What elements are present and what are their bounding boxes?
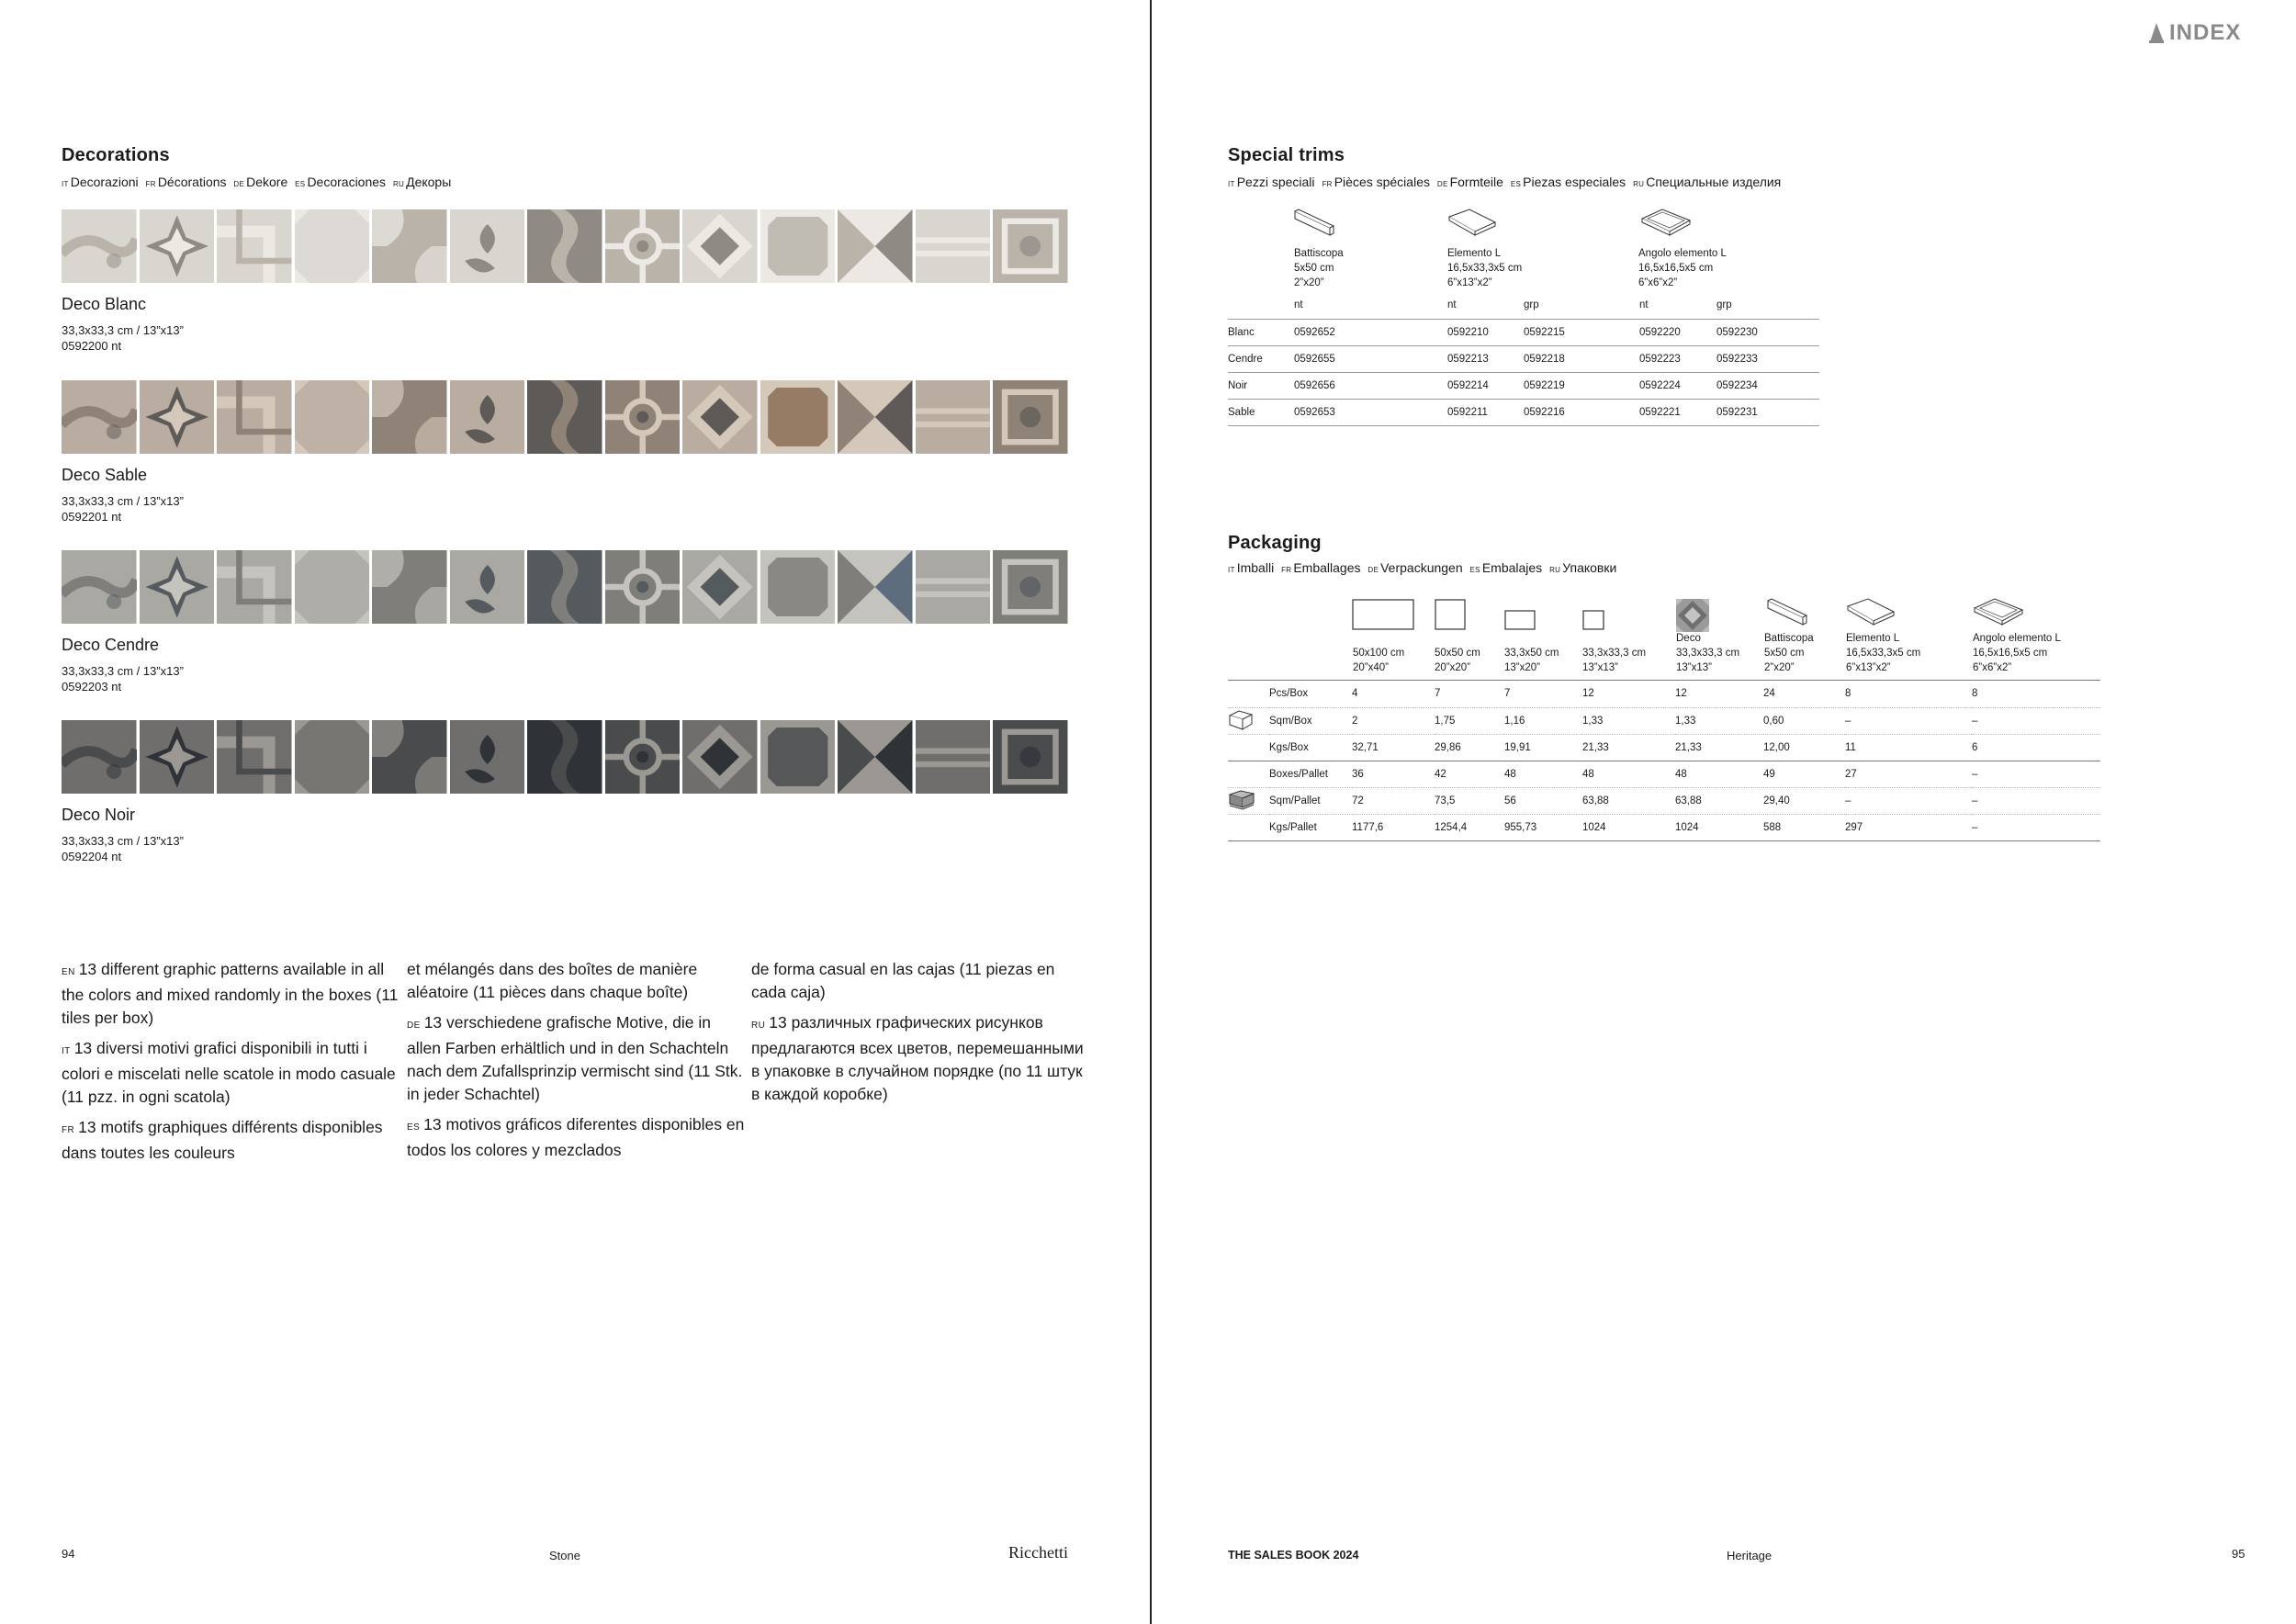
pack-col-50x50: 50x50 cm 20”x20”: [1435, 648, 1480, 673]
deco-tile: [140, 209, 215, 283]
deco-tile: [760, 720, 836, 794]
deco-tile: [450, 550, 525, 624]
deco-tile: [140, 550, 215, 624]
description-fr-cont: et mélangés dans des boîtes de manière aléatoire (11 pièces dans chaque boîte): [407, 960, 698, 1001]
deco-tile: [527, 550, 602, 624]
deco-sable-tiles: [62, 380, 1068, 454]
deco-tile: [527, 209, 602, 283]
pack-col-angolo: Angolo elemento L 16,5x16,5x5 cm 6”x6”x2”: [1973, 633, 2061, 673]
footer-section-right: Heritage: [1727, 1549, 1773, 1562]
deco-tile: [682, 380, 758, 454]
footer-section-left: Stone: [549, 1549, 580, 1562]
deco-tile: [140, 720, 215, 794]
deco-tile: [450, 380, 525, 454]
deco-tile: [605, 550, 681, 624]
pallet-icon: [1228, 788, 1255, 810]
angolo-elemento-l-icon: [1640, 208, 1692, 241]
trim-product-angolo: Angolo elemento L 16,5x16,5x5 cm 6”x6”x2”: [1638, 248, 1727, 288]
deco-tile: [916, 209, 991, 283]
right-page: [1152, 0, 2296, 1624]
deco-tile: [527, 380, 602, 454]
table-row: Cendre 0592655 0592213 0592218 0592223 0592233: [1228, 345, 1819, 372]
deco-cendre-meta: 33,3x33,3 cm / 13”x13” 0592203 nt: [62, 664, 184, 694]
deco-tile: [217, 380, 292, 454]
description-de: DE 13 verschiedene grafische Motive, die in allen Farben erhältlich und in den Schachteln nach dem Zufallsprinzip vermischt sind (11 Stk. in jeder Schachtel): [407, 1013, 743, 1103]
trim-product-elemento-l: Elemento L 16,5x33,3x5 cm 6”x13”x2”: [1447, 248, 1523, 288]
table-row: Kgs/Pallet 1177,6 1254,4 955,73 1024 1024 588 297 –: [1228, 814, 2100, 840]
special-trims-translations: IT Pezzi speciali FR Pièces spéciales DE Formteile ES Piezas especiales RU Специальные изделия: [1228, 175, 1782, 189]
deco-tile: [217, 720, 292, 794]
deco-tile: [62, 550, 137, 624]
trim-product-battiscopa: Battiscopa 5x50 cm 2”x20”: [1294, 248, 1344, 288]
format-50x50-icon: [1435, 599, 1466, 630]
deco-tile: [916, 550, 991, 624]
table-row: Boxes/Pallet 36 42 48 48 48 49 27 –: [1228, 761, 2100, 787]
angolo-elemento-l-pack-icon: [1973, 597, 2024, 630]
table-row: Sqm/Pallet 72 73,5 56 63,88 63,88 29,40 – –: [1228, 787, 2100, 814]
deco-noir-tiles: [62, 720, 1068, 794]
decorations-title: Decorations: [62, 145, 170, 165]
format-33x50-icon: [1504, 610, 1536, 630]
deco-noir-name: Deco Noir: [62, 806, 136, 824]
pack-col-33x50: 33,3x50 cm 13”x20”: [1504, 648, 1559, 673]
special-trims-title: Special trims: [1228, 145, 1345, 165]
deco-tile: [993, 209, 1068, 283]
deco-tile: [372, 720, 447, 794]
deco-sable-name: Deco Sable: [62, 466, 148, 484]
deco-noir-meta: 33,3x33,3 cm / 13”x13” 0592204 nt: [62, 834, 184, 863]
deco-tile: [62, 380, 137, 454]
deco-tile: [450, 209, 525, 283]
deco-tile: [682, 550, 758, 624]
description-column-1: [62, 958, 403, 1172]
deco-tile: [838, 720, 913, 794]
deco-tile: [916, 380, 991, 454]
index-link[interactable]: INDEX: [2147, 20, 2241, 46]
deco-tile: [450, 720, 525, 794]
battiscopa-pack-icon: [1766, 597, 1808, 628]
deco-tile: [372, 209, 447, 283]
table-row: Pcs/Box 4 7 7 12 12 24 8 8: [1228, 681, 2100, 707]
footer-book-title: THE SALES BOOK 2024: [1228, 1549, 1359, 1562]
pack-col-battiscopa: Battiscopa 5x50 cm 2”x20”: [1764, 633, 1814, 673]
battiscopa-icon: [1293, 208, 1335, 239]
elemento-l-icon: [1447, 208, 1497, 241]
deco-tile: [62, 720, 137, 794]
page-number-right: 95: [2232, 1547, 2245, 1561]
table-row: Blanc 0592652 0592210 0592215 0592220 0592230: [1228, 319, 1819, 345]
deco-sable-meta: 33,3x33,3 cm / 13”x13” 0592201 nt: [62, 494, 184, 524]
description-en: EN 13 different graphic patterns available in all the colors and mixed randomly in the boxes (11 tiles per box): [62, 960, 399, 1027]
packaging-translations: IT Imballi FR Emballages DE Verpackungen ES Embalajes RU Упаковки: [1228, 560, 1617, 575]
pack-col-50x100: 50x100 cm 20”x40”: [1353, 648, 1405, 673]
description-ru: RU 13 различных графических рисунков предлагаются всех цветов, перемешанными в упаковке в случайном порядке (по 11 штук в каждой коробке): [751, 1013, 1084, 1103]
deco-tile: [916, 720, 991, 794]
pack-col-33x33: 33,3x33,3 cm 13”x13”: [1582, 648, 1647, 673]
deco-tile: [838, 550, 913, 624]
box-icon: [1228, 708, 1254, 730]
deco-tile: [605, 720, 681, 794]
deco-tile: [527, 720, 602, 794]
trims-subheader-row: nt nt grp nt grp: [1228, 292, 1819, 319]
deco-tile: [760, 380, 836, 454]
page-number-left: 94: [62, 1547, 75, 1561]
deco-tile: [993, 550, 1068, 624]
packaging-table: [1228, 681, 2100, 841]
deco-tile: [140, 380, 215, 454]
decorations-translations: IT Decorazioni FR Décorations DE Dekore ES Decoraciones RU Декоры: [62, 175, 452, 189]
deco-tile: [372, 380, 447, 454]
deco-tile: [217, 209, 292, 283]
deco-tile: [760, 209, 836, 283]
deco-tile: [62, 209, 137, 283]
brand-logo: Ricchetti: [1008, 1543, 1068, 1562]
deco-tile: [605, 209, 681, 283]
deco-blanc-name: Deco Blanc: [62, 295, 147, 313]
index-icon: [2147, 22, 2166, 44]
deco-tile: [993, 380, 1068, 454]
description-column-2: [407, 958, 748, 1169]
deco-cendre-name: Deco Cendre: [62, 636, 160, 654]
deco-tile: [295, 720, 370, 794]
deco-tile: [682, 720, 758, 794]
description-es-cont: de forma casual en las cajas (11 piezas en cada caja): [751, 960, 1055, 1001]
deco-tile: [682, 209, 758, 283]
deco-cendre-tiles: [62, 550, 1068, 624]
format-50x100-icon: [1352, 599, 1414, 630]
table-row: Kgs/Box 32,71 29,86 19,91 21,33 21,33 12,00 11 6: [1228, 734, 2100, 761]
deco-tile: [295, 550, 370, 624]
deco-tile: [217, 550, 292, 624]
deco-tile: [295, 209, 370, 283]
deco-tile: [838, 380, 913, 454]
deco-tile: [605, 380, 681, 454]
deco-format-icon: [1676, 599, 1709, 632]
elemento-l-pack-icon: [1846, 597, 1896, 630]
deco-blanc-meta: 33,3x33,3 cm / 13”x13” 0592200 nt: [62, 323, 184, 353]
description-fr: FR 13 motifs graphiques différents disponibles dans toutes les couleurs: [62, 1118, 383, 1162]
table-row: Sable 0592653 0592211 0592216 0592221 0592231: [1228, 399, 1819, 425]
special-trims-table: [1228, 292, 1819, 426]
deco-tile: [372, 550, 447, 624]
packaging-title: Packaging: [1228, 533, 1322, 553]
description-column-3: [751, 958, 1093, 1113]
deco-blanc-tiles: [62, 209, 1068, 283]
deco-tile: [295, 380, 370, 454]
deco-tile: [760, 550, 836, 624]
deco-tile: [993, 720, 1068, 794]
pack-col-elemento-l: Elemento L 16,5x33,3x5 cm 6”x13”x2”: [1846, 633, 1921, 673]
deco-tile: [838, 209, 913, 283]
description-es: ES 13 motivos gráficos diferentes disponibles en todos los colores y mezclados: [407, 1115, 745, 1159]
trims-header-rule: [1228, 319, 1819, 320]
format-33x33-icon: [1582, 610, 1604, 630]
table-row: Sqm/Box 2 1,75 1,16 1,33 1,33 0,60 – –: [1228, 707, 2100, 734]
pack-col-deco: Deco 33,3x33,3 cm 13”x13”: [1676, 633, 1740, 673]
table-row: Noir 0592656 0592214 0592219 0592224 0592234: [1228, 372, 1819, 399]
description-it: IT 13 diversi motivi grafici disponibili in tutti i colori e miscelati nelle scatole in modo casuale (11 pzz. in ogni scatola): [62, 1039, 396, 1106]
